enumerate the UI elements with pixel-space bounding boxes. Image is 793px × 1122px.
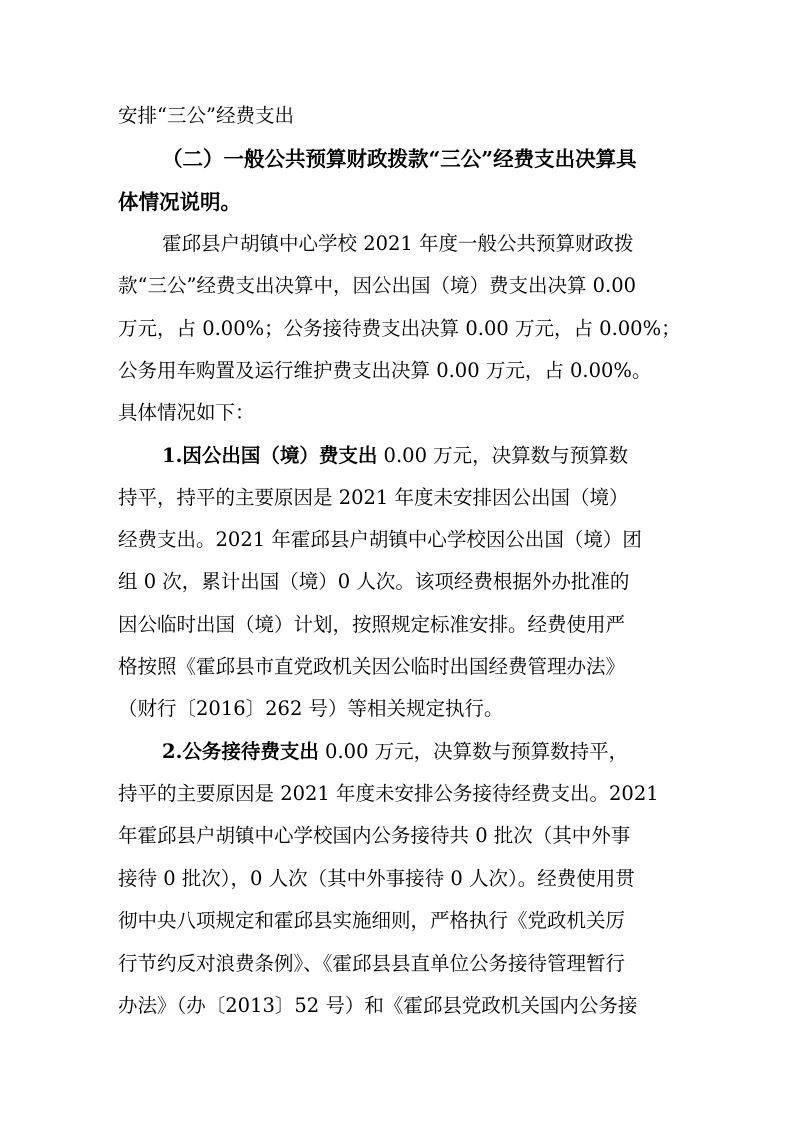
body-line: 因公临时出国（境）计划，按照规定标准安排。经费使用严 <box>118 613 626 636</box>
subsection-title: 1.因公出国（境）费支出 <box>162 444 378 467</box>
subsection-title: 2.公务接待费支出 <box>162 740 319 763</box>
body-line: 万元，占 0.00%；公务接待费支出决算 0.00 万元，占 0.00%； <box>118 317 681 340</box>
subsection-line <box>162 442 678 470</box>
body-line: 公务用车购置及运行维护费支出决算 0.00 万元，占 0.00%。 <box>118 359 652 382</box>
section-heading: （二）一般公共预算财政拨款“三公”经费支出决算具 <box>162 147 637 171</box>
body-line: 持平的主要原因是 2021 年度未安排公务接待经费支出。2021 <box>118 782 659 805</box>
body-line: 彻中央八项规定和霍邱县实施细则，严格执行《党政机关厉 <box>118 909 626 932</box>
body-line: 行节约反对浪费条例》、《霍邱县县直单位公务接待管理暂行 <box>118 952 626 975</box>
body-line: 持平，持平的主要原因是 2021 年度未安排因公出国（境） <box>118 486 629 509</box>
body-line: 年霍邱县户胡镇中心学校国内公务接待共 0 批次（其中外事 <box>118 824 631 847</box>
body-line: 款“三公”经费支出决算中，因公出国（境）费支出决算 0.00 <box>118 274 637 297</box>
body-line: 办法》（办〔2013〕52 号）和《霍邱县党政机关国内公务接 <box>118 994 638 1017</box>
subsection-line <box>162 738 678 766</box>
body-line: 组 0 次，累计出国（境）0 人次。该项经费根据外办批准的 <box>118 570 630 593</box>
subsection-text: 0.00 万元，决算数与预算数持平， <box>318 740 629 763</box>
section-heading-continued: 体情况说明。 <box>118 190 241 214</box>
body-line: 霍邱县户胡镇中心学校 2021 年度一般公共预算财政拨 <box>162 232 634 255</box>
body-line: （财行〔2016〕262 号）等相关规定执行。 <box>118 697 504 720</box>
body-line: 具体情况如下： <box>118 401 255 424</box>
body-line: 接待 0 批次），0 人次（其中外事接待 0 人次）。经费使用贯 <box>118 867 635 890</box>
body-line: 经费支出。2021 年霍邱县户胡镇中心学校因公出国（境）团 <box>118 528 642 551</box>
body-line: 安排“三公”经费支出 <box>118 104 294 127</box>
subsection-text: 0.00 万元，决算数与预算数 <box>377 444 629 467</box>
body-line: 格按照《霍邱县市直党政机关因公临时出国经费管理办法》 <box>118 655 626 678</box>
